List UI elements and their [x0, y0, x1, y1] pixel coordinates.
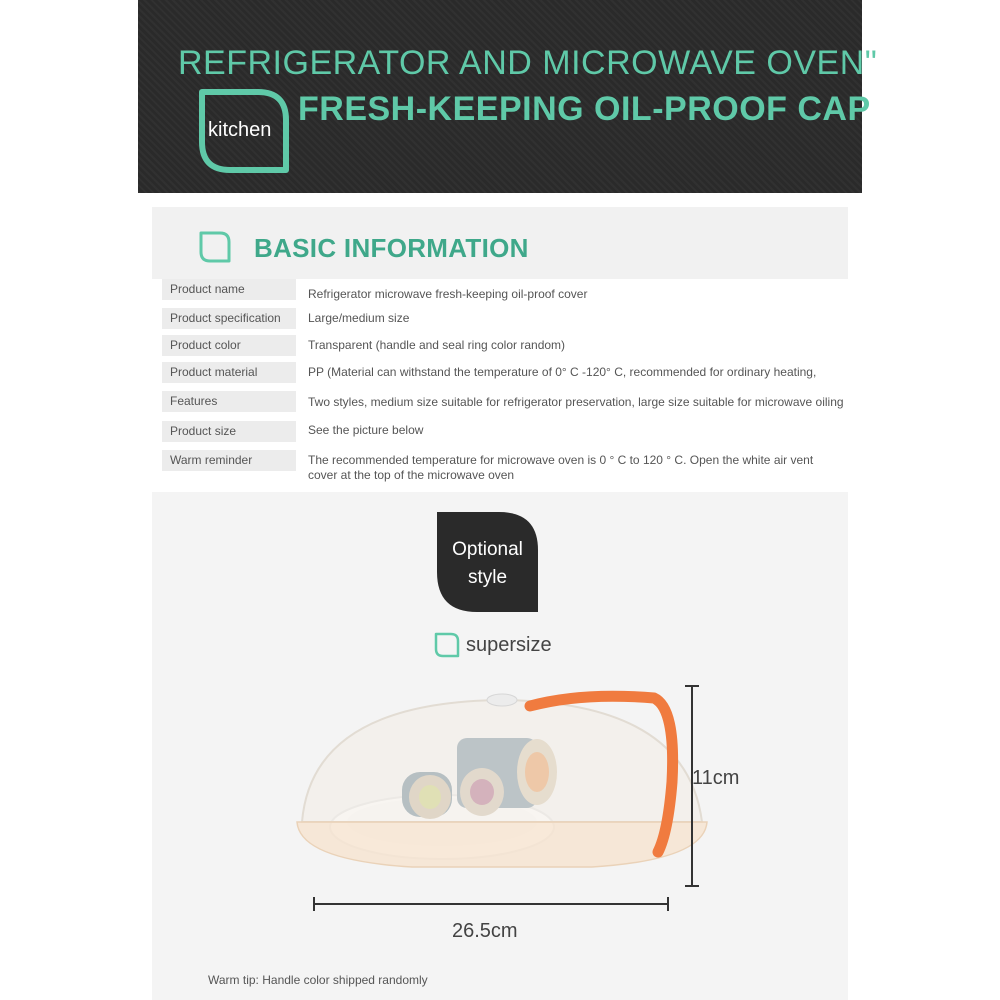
info-label-material: Product material [162, 362, 296, 383]
leaf-icon [198, 230, 232, 264]
basic-info-title: BASIC INFORMATION [254, 233, 529, 263]
optional-style-section [152, 492, 848, 1000]
info-value-material: PP (Material can withstand the temperature of 0° C -120° C, recommended for ordinary heating, [308, 365, 817, 379]
header-banner [138, 0, 878, 193]
title-line-2: FRESH-KEEPING OIL-PROOF CAP [298, 90, 871, 128]
info-label-warm-reminder: Warm reminder [162, 450, 296, 471]
product-image [292, 672, 712, 912]
info-value-size: See the picture below [308, 423, 424, 437]
info-label-size: Product size [162, 421, 296, 442]
basic-info-section [152, 207, 848, 489]
warm-tip: Warm tip: Handle color shipped randomly [208, 973, 428, 987]
height-dimension: 11cm [692, 767, 740, 789]
info-value-product-name: Refrigerator microwave fresh-keeping oil-proof cover [308, 287, 588, 301]
info-label-color: Product color [162, 335, 296, 356]
size-label: supersize [466, 634, 552, 656]
leaf-icon [434, 632, 460, 658]
info-value-specification: Large/medium size [308, 311, 410, 325]
info-label-product-name: Product name [162, 279, 296, 300]
title-line-1: REFRIGERATOR AND MICROWAVE OVEN" [178, 44, 878, 82]
info-value-warm-reminder: The recommended temperature for microwave oven is 0 ° C to 120 ° C. Open the white air vent cover at the top of the microwave oven [308, 453, 814, 482]
width-dimension: 26.5cm [452, 920, 518, 942]
optional-line-2: style [467, 567, 508, 588]
optional-style-text [437, 536, 538, 592]
optional-line-1: Optional [452, 539, 523, 560]
info-label-specification: Product specification [162, 308, 296, 329]
info-value-features: Two styles, medium size suitable for refrigerator preservation, large size suitable for microwave oiling [308, 395, 844, 409]
info-label-features: Features [162, 391, 296, 412]
logo-text: kitchen [208, 119, 272, 141]
info-value-color: Transparent (handle and seal ring color random) [308, 338, 566, 352]
basic-info-header [152, 207, 848, 279]
